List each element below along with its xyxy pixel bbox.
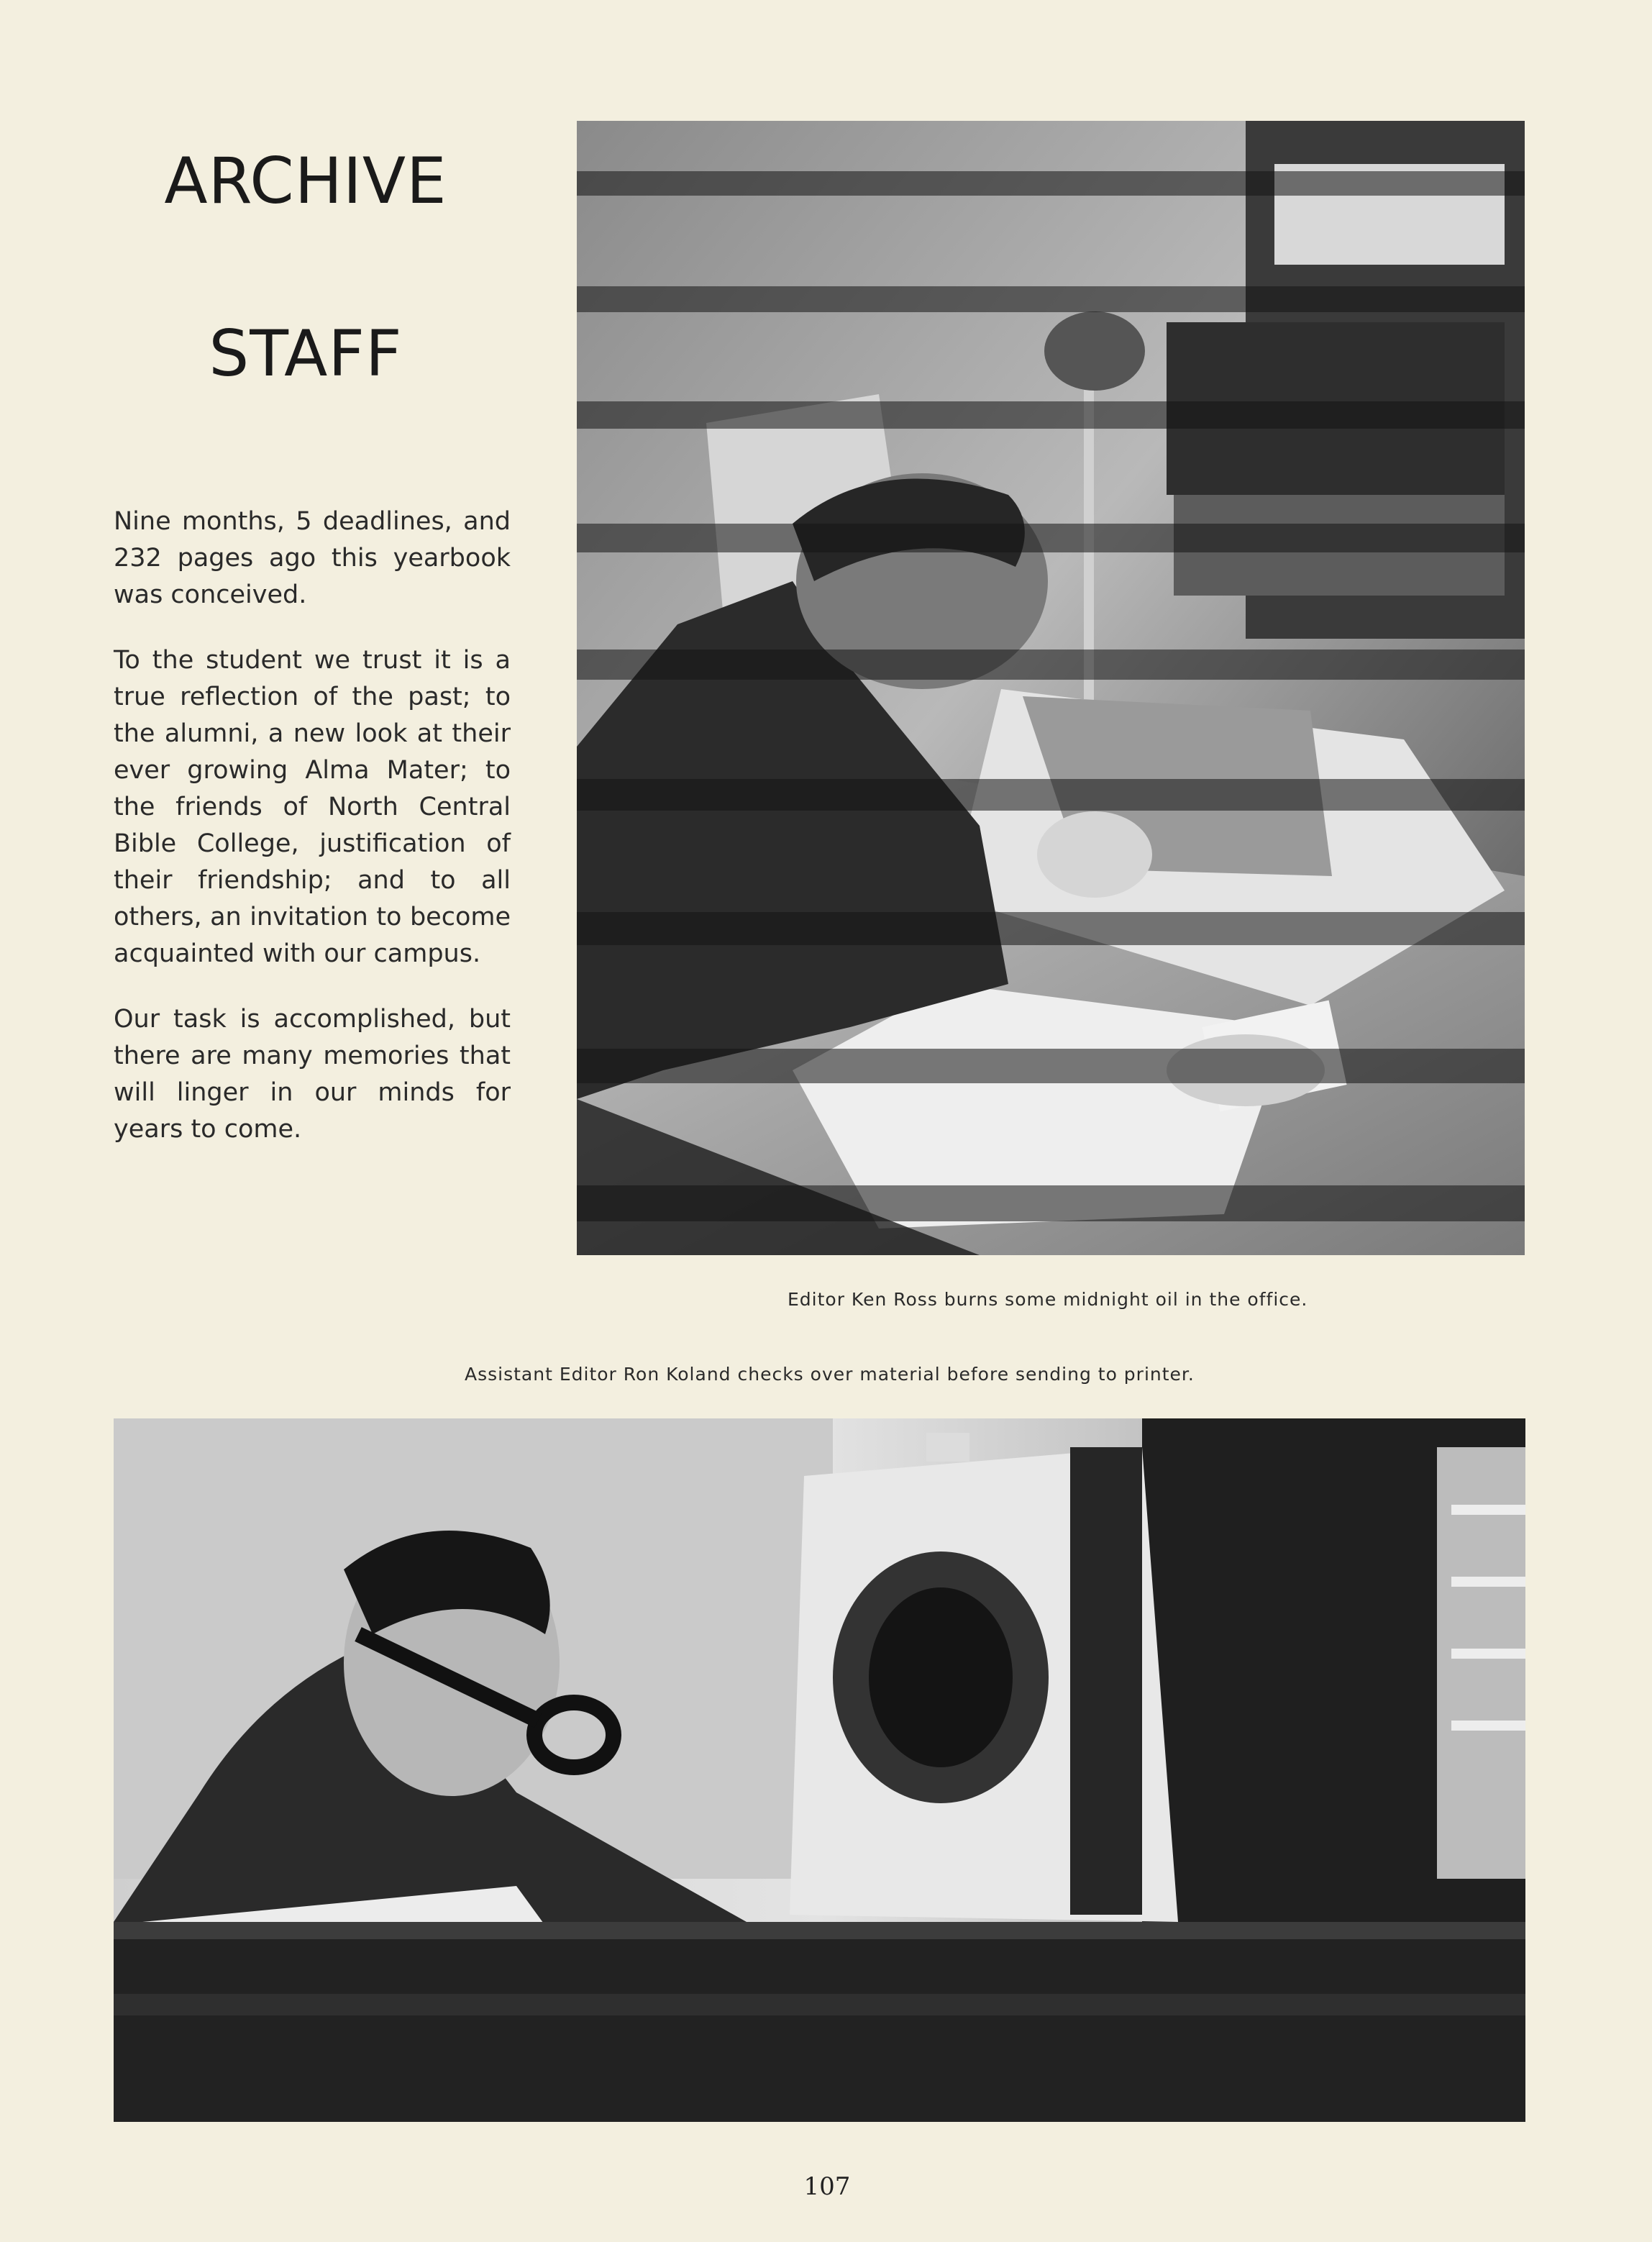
- paragraph-1: Nine months, 5 deadlines, and 232 pages ago this yearbook was conceived.: [114, 507, 511, 609]
- heading-archive: ARCHIVE: [164, 144, 447, 218]
- assistant-editor-photo: [114, 1418, 1525, 2122]
- editor-photo-image: [577, 121, 1525, 1255]
- paragraph-2: To the student we trust it is a true reflection of the past; to the alumni, a new look at their ever growing Alma Mater; to the friends of North Central Bible College, justification of their friendship; and to all others, an invitation to become acquainted with our campus.: [114, 646, 511, 968]
- assistant-editor-photo-image: [114, 1418, 1525, 2122]
- editor-photo-caption: Editor Ken Ross burns some midnight oil in the office.: [788, 1289, 1308, 1310]
- intro-text: [114, 503, 511, 1177]
- page-number: 107: [803, 2172, 851, 2201]
- paragraph-3: Our task is accomplished, but there are many memories that will linger in our minds for years to come.: [114, 1005, 511, 1144]
- assistant-photo-caption: Assistant Editor Ron Koland checks over material before sending to printer.: [465, 1364, 1195, 1385]
- editor-photo: [577, 121, 1525, 1255]
- heading-staff: STAFF: [209, 316, 403, 391]
